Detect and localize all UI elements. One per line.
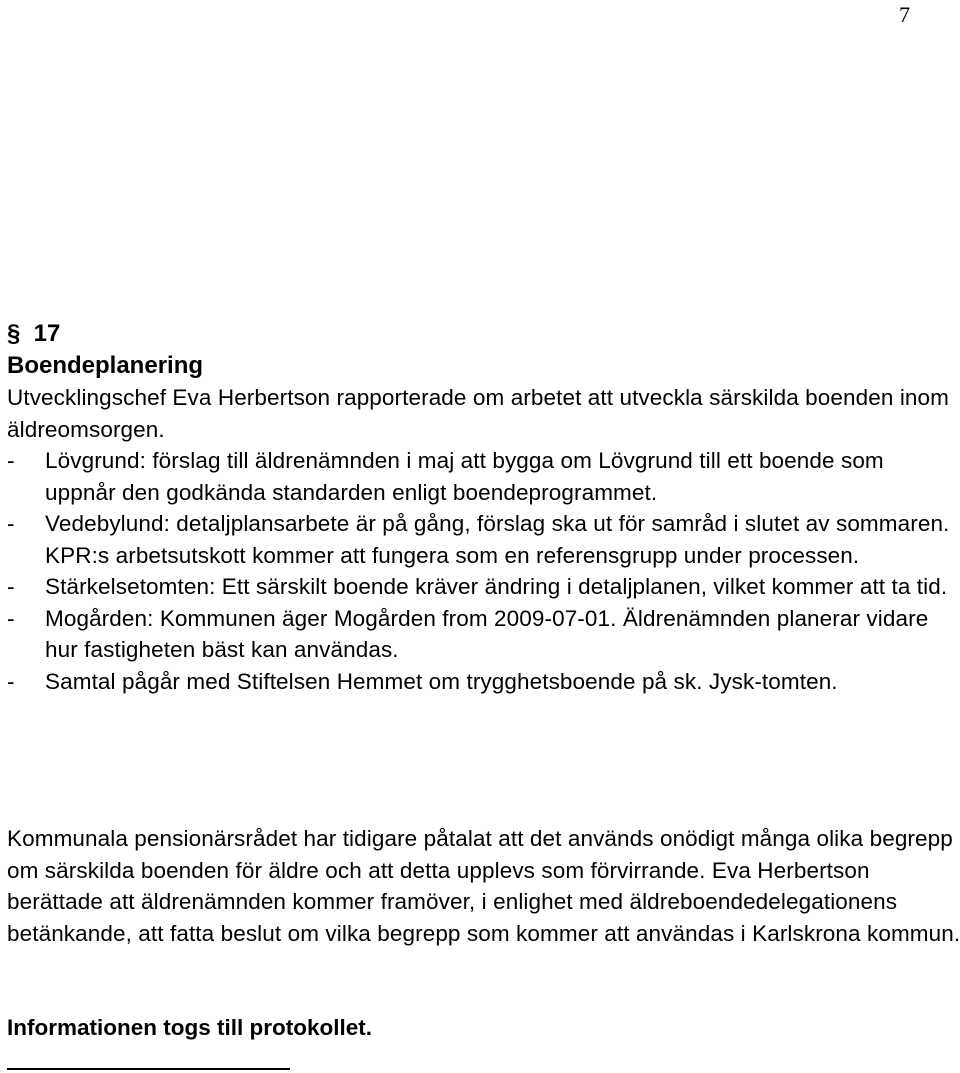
list-item [7, 508, 957, 571]
list-item-text: Stärkelsetomten: Ett särskilt boende kräver ändring i detaljplanen, vilket kommer att ta tid. [45, 574, 948, 599]
list-item [7, 666, 957, 698]
intro-paragraph: Utvecklingschef Eva Herbertson rapporterade om arbetet att utveckla särskilda boenden inom äldreomsorgen. [7, 385, 949, 442]
paragraph-sign: § [7, 320, 21, 347]
list-item-text: Vedebylund: detaljplansarbete är på gång, förslag ska ut för samråd i slutet av sommaren. KPR:s arbetsutskott kommer att fungera som en referensgrupp under processen. [45, 511, 950, 568]
body-paragraph: Kommunala pensionärsrådet har tidigare påtalat att det används onödigt många olika begrepp om särskilda boenden för äldre och att detta upplevs som förvirrande. Eva Herbertson berättade att äldrenämnden kommer framöver, i enlighet med äldreboendedelegationens betänkande, att fatta beslut om vilka begrepp som kommer att användas i Karlskrona kommun. [7, 826, 960, 946]
list-item [7, 445, 957, 508]
list-item [7, 603, 957, 666]
list-item-text: Lövgrund: förslag till äldrenämnden i maj att bygga om Lövgrund till ett boende som uppnår den godkända standarden enligt boendeprogrammet. [45, 448, 884, 505]
signature-rule [7, 1068, 290, 1070]
section-number: 17 [33, 320, 61, 347]
section-number-line [7, 318, 203, 350]
bullet-dash: - [7, 574, 15, 599]
list-item [7, 571, 957, 603]
list-item-text: Mogården: Kommunen äger Mogården from 2009-07-01. Äldrenämnden planerar vidare hur fastigheten bäst kan användas. [45, 605, 929, 662]
section-title: Boendeplanering [7, 352, 204, 379]
bullet-dash: - [7, 448, 15, 473]
bullet-dash: - [7, 511, 15, 536]
bullet-list [7, 445, 957, 697]
bullet-dash: - [7, 668, 15, 694]
list-item-text: Samtal pågår med Stiftelsen Hemmet om trygghetsboende på sk. Jysk-tomten. [45, 668, 838, 694]
conclusion-statement: Informationen togs till protokollet. [7, 1015, 372, 1040]
section-heading [7, 318, 203, 382]
bullet-dash: - [7, 605, 15, 631]
page-number: 7 [899, 2, 910, 27]
